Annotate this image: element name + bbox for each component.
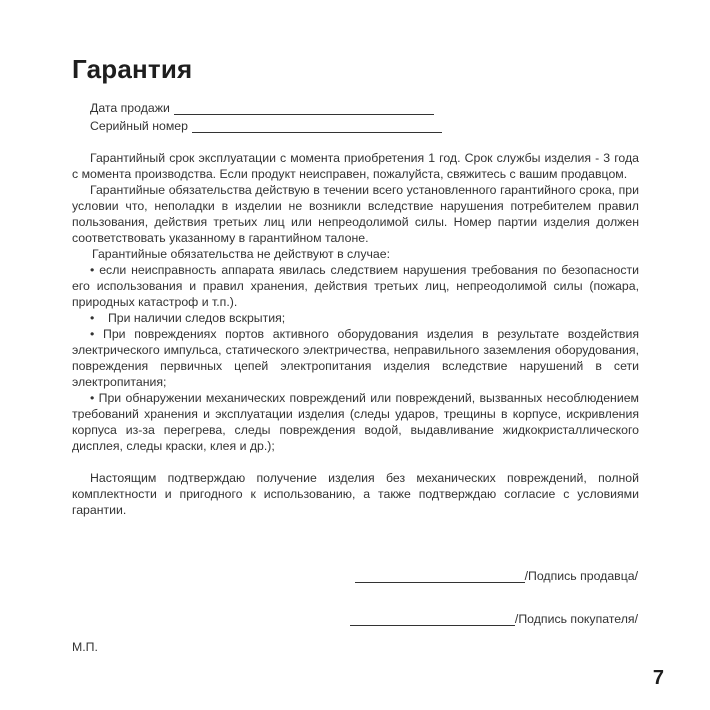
bullet-opened: • При наличии следов вскрытия; bbox=[90, 311, 286, 325]
sale-date-field bbox=[90, 101, 434, 115]
stamp-label: М.П. bbox=[72, 640, 98, 654]
seller-signature bbox=[355, 569, 638, 583]
buyer-signature bbox=[350, 612, 638, 626]
paragraph-confirmation: Настоящим подтверждаю получение изделия без механических повреждений, полной комплектности и пригодного к использованию, а также подтверждаю согласие с условиями гарантии. bbox=[72, 471, 639, 517]
bullet-misuse: • если неисправность аппарата явилась следствием нарушения требования по безопасности его использования и правил хранения, действия третьих лиц, непреодолимой силы (пожара, природных катастроф и т.п.). bbox=[72, 263, 639, 309]
bullet-mechanical-damage: • При обнаружении механических повреждений или повреждений, вызванных несоблюдением требований хранения и эксплуатации изделия (следы ударов, трещины в корпусе, искривления корпуса из-за перегрева, следы повреждения водой, выдавливание жидкокристаллического дисплея, следы краски, клея и др.); bbox=[72, 391, 639, 453]
buyer-signature-line bbox=[350, 614, 515, 626]
serial-number-field bbox=[90, 119, 442, 133]
serial-number-label: Серийный номер bbox=[90, 119, 188, 133]
seller-signature-label: /Подпись продавца/ bbox=[524, 569, 638, 583]
buyer-signature-label: /Подпись покупателя/ bbox=[514, 612, 638, 626]
warranty-text bbox=[72, 150, 639, 518]
paragraph-obligations: Гарантийные обязательства действую в течении всего установленного гарантийного срока, при условии что, неполадки в изделии не возникли вследствие нарушения потребителем правил пользования, действия третьих лиц или непреодолимой силы. Номер партии изделия должен соответствовать указанному в гарантийном талоне. bbox=[72, 183, 639, 245]
paragraph-warranty-term: Гарантийный срок эксплуатации с момента приобретения 1 год. Срок службы изделия - 3 года с момента производства. Если продукт неисправен, пожалуйста, свяжитесь с вашим продавцом. bbox=[72, 151, 639, 181]
serial-number-line bbox=[192, 121, 442, 133]
sale-date-label: Дата продажи bbox=[90, 101, 170, 115]
seller-signature-line bbox=[355, 571, 525, 583]
paragraph-exclusions-intro: Гарантийные обязательства не действуют в случае: bbox=[92, 247, 390, 261]
page-title: Гарантия bbox=[72, 54, 193, 84]
page-number: 7 bbox=[652, 667, 664, 689]
sale-date-line bbox=[174, 103, 434, 115]
bullet-port-damage: • При повреждениях портов активного оборудования изделия в результате воздействия электрического импульса, статического электричества, неправильного заземления оборудования, повреждения первичных цепей электропитания изделия вследствие нарушений в сети электропитания; bbox=[72, 327, 639, 389]
